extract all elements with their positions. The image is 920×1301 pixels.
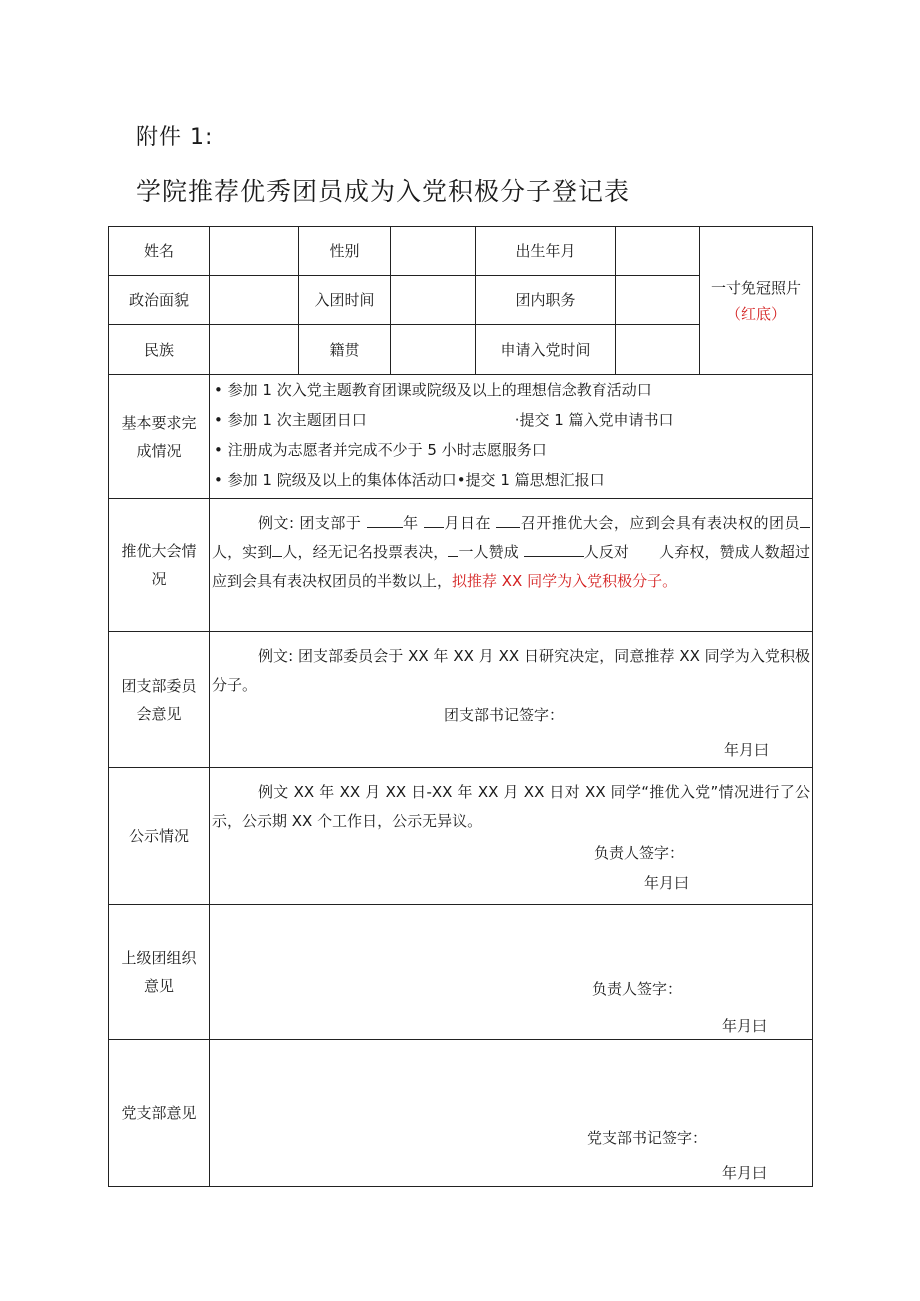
party-sign-label: 党支部书记签字： <box>587 1129 708 1147</box>
blank[interactable] <box>424 513 444 528</box>
name-label: 姓名 <box>109 227 210 276</box>
blank[interactable] <box>496 513 520 528</box>
committee-row <box>109 632 813 768</box>
requirements-row <box>109 375 813 499</box>
info-row-1 <box>109 227 813 276</box>
requirement-item[interactable]: • 参加 1 次入党主题教育团课或院级及以上的理想信念教育活动口 <box>214 381 652 399</box>
league-join-field[interactable] <box>391 276 476 325</box>
publicity-text: 例文 XX 年 XX 月 XX 日-XX 年 XX 月 XX 日对 XX 同学“推优入党”情况进行了公示，公示期 XX 个工作日，公示无异议。 <box>212 783 810 830</box>
meeting-text-part: 例文: 团支部于 <box>258 514 367 532</box>
requirements-label: 基本要求完成情况 <box>109 375 210 499</box>
superior-label: 上级团组织意见 <box>109 905 210 1040</box>
page-title: 学院推荐优秀团员成为入党积极分子登记表 <box>136 177 631 206</box>
blank[interactable] <box>800 513 810 528</box>
publicity-label: 公示情况 <box>109 768 210 905</box>
meeting-row <box>109 499 813 632</box>
meeting-text-part: 召开推优大会，应到会具有表决权的团员 <box>520 514 800 532</box>
superior-sign-label: 负责人签字： <box>592 980 683 998</box>
superior-row <box>109 905 813 1040</box>
requirements-content <box>210 375 813 499</box>
requirement-item[interactable]: • 注册成为志愿者并完成不少于 5 小时志愿服务口 <box>214 441 547 459</box>
league-post-field[interactable] <box>616 276 700 325</box>
attachment-label: 附件 1: <box>136 125 214 150</box>
publicity-content <box>210 768 813 905</box>
league-join-label: 入团时间 <box>299 276 391 325</box>
superior-date: 年月曰 <box>722 1017 768 1035</box>
committee-sign-label: 团支部书记签字： <box>444 706 565 724</box>
blank[interactable] <box>272 542 282 557</box>
committee-label: 团支部委员会意见 <box>109 632 210 768</box>
league-post-label: 团内职务 <box>476 276 616 325</box>
meeting-content <box>210 499 813 632</box>
birth-label: 出生年月 <box>476 227 616 276</box>
birth-field[interactable] <box>616 227 700 276</box>
recommend-text: 拟推荐 XX 同学为入党积极分子。 <box>452 572 678 590</box>
party-date: 年月曰 <box>722 1164 768 1182</box>
photo-note: （红底） <box>725 304 786 323</box>
meeting-text-part: 月日在 <box>443 514 497 532</box>
party-content[interactable] <box>210 1040 813 1187</box>
publicity-date: 年月曰 <box>644 874 690 892</box>
meeting-text-part: 一人赞成 <box>458 543 524 561</box>
native-place-label: 籍贯 <box>299 325 391 375</box>
party-row <box>109 1040 813 1187</box>
party-apply-field[interactable] <box>616 325 700 375</box>
name-field[interactable] <box>210 227 299 276</box>
committee-text: 例文: 团支部委员会于 XX 年 XX 月 XX 日研究决定，同意推荐 XX 同学为入党积极分子。 <box>212 647 810 694</box>
meeting-text-part: 人，经无记名投票表决， <box>282 543 449 561</box>
meeting-text-part: 人反对 人弃权，赞成人数超过应到会具有表决权团员的半数以上， <box>212 543 810 590</box>
gender-label: 性别 <box>299 227 391 276</box>
registration-form <box>108 226 813 1187</box>
blank[interactable] <box>367 513 403 528</box>
requirement-item <box>214 405 812 435</box>
requirement-item[interactable]: • 参加 1 院级及以上的集体体活动口•提交 1 篇思想汇报口 <box>214 471 605 489</box>
meeting-text-part: 人，实到 <box>212 543 273 561</box>
party-apply-label: 申请入党时间 <box>476 325 616 375</box>
superior-content[interactable] <box>210 905 813 1040</box>
meeting-label: 推优大会情况 <box>109 499 210 632</box>
blank[interactable] <box>524 542 584 557</box>
publicity-row <box>109 768 813 905</box>
meeting-text-part: 年 <box>402 514 424 532</box>
photo-caption: 一寸免冠照片 <box>710 278 801 297</box>
committee-date: 年月曰 <box>724 741 770 759</box>
political-label: 政治面貌 <box>109 276 210 325</box>
requirement-item-b[interactable]: ·提交 1 篇入党申请书口 <box>514 411 674 429</box>
gender-field[interactable] <box>391 227 476 276</box>
blank[interactable] <box>448 542 458 557</box>
photo-box[interactable] <box>700 227 813 375</box>
ethnicity-label: 民族 <box>109 325 210 375</box>
ethnicity-field[interactable] <box>210 325 299 375</box>
political-field[interactable] <box>210 276 299 325</box>
publicity-sign-label: 负责人签字： <box>594 844 685 862</box>
party-label: 党支部意见 <box>109 1040 210 1187</box>
committee-content <box>210 632 813 768</box>
native-place-field[interactable] <box>391 325 476 375</box>
requirement-item-a[interactable]: • 参加 1 次主题团日口 <box>214 411 367 429</box>
meeting-text <box>212 509 810 596</box>
